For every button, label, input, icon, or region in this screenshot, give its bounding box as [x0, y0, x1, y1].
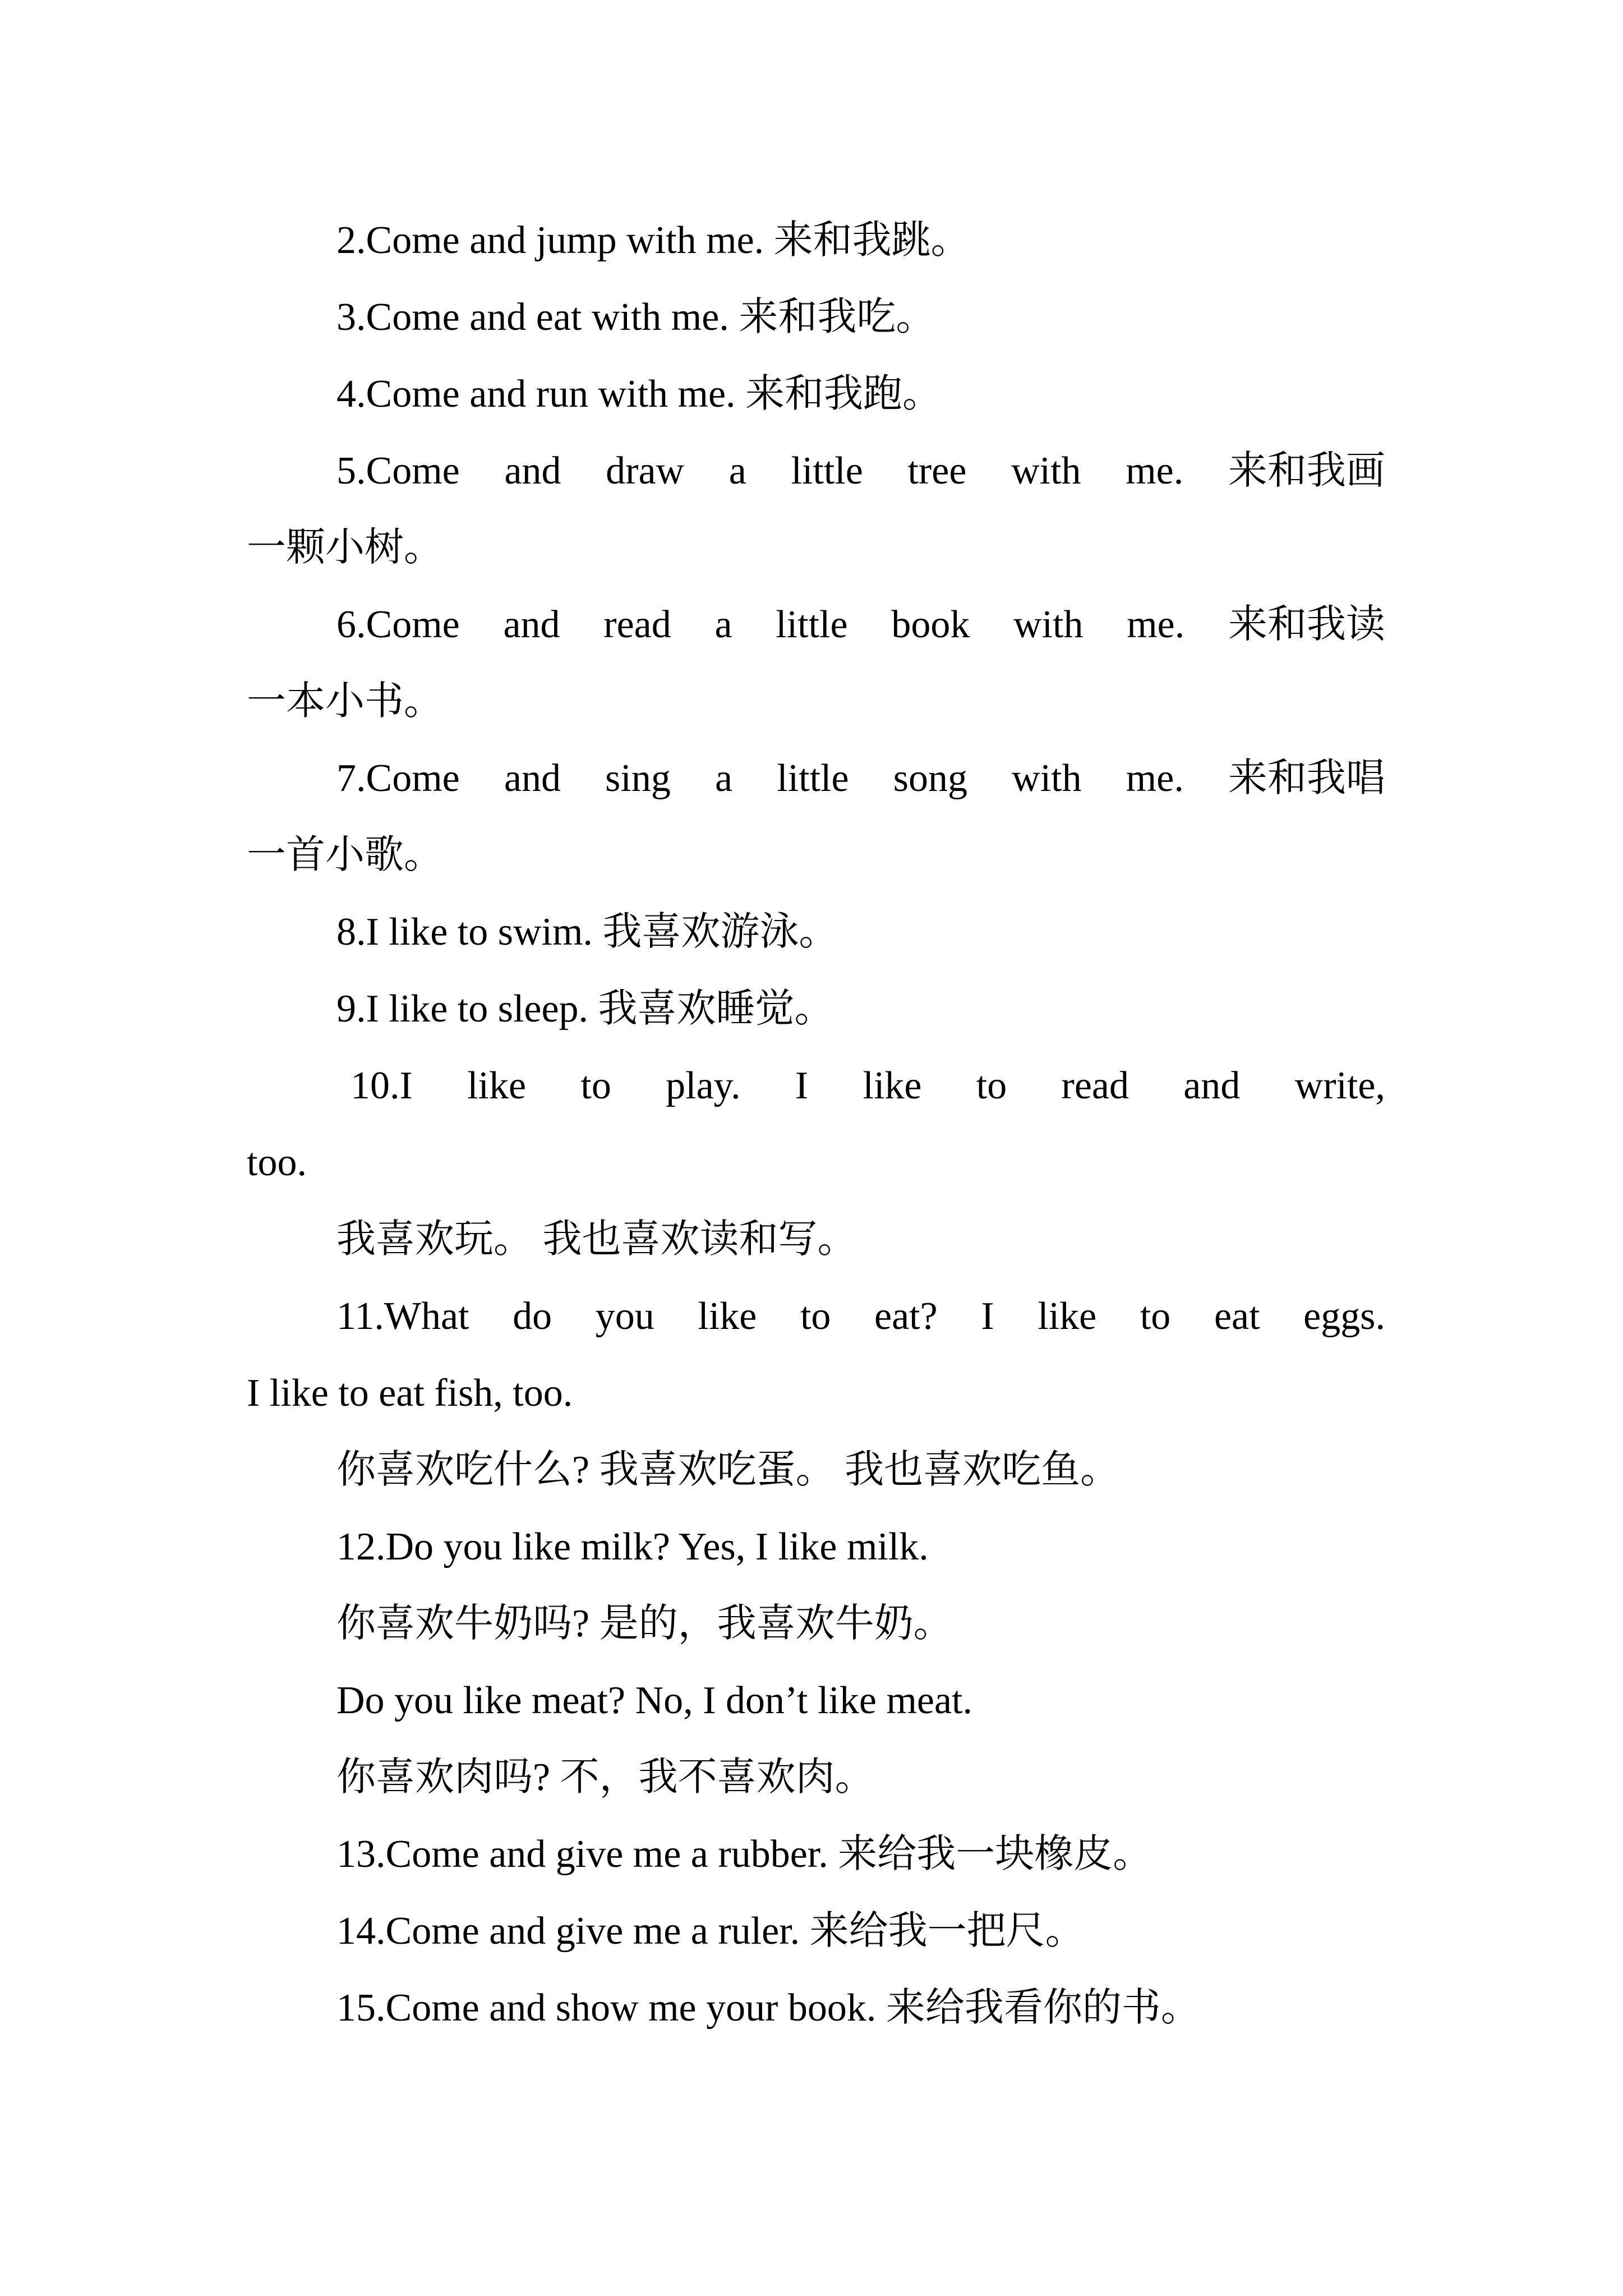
sentence-5: 5.Come and draw a little tree with me. 来和我画: [336, 449, 1385, 493]
sentence-4: 4.Come and run with me. 来和我跑。: [336, 372, 942, 416]
sentence-11-cont: I like to eat fish, too.: [247, 1372, 573, 1415]
sentence-2: 2.Come and jump with me. 来和我跳。: [336, 219, 970, 262]
sentence-11-translation: 你喜欢吃什么? 我喜欢吃蛋。 我也喜欢吃鱼。: [336, 1448, 1120, 1492]
sentence-12: 12.Do you like milk? Yes, I like milk.: [336, 1525, 929, 1568]
sentence-15: 15.Come and show me your book. 来给我看你的书。: [336, 1986, 1200, 2030]
sentence-10: 10.I like to play. I like to read and write,: [351, 1064, 1385, 1107]
sentence-12-translation: 你喜欢牛奶吗? 是的，我喜欢牛奶。: [336, 1602, 953, 1645]
sentence-7: 7.Come and sing a little song with me. 来和我唱: [336, 757, 1385, 800]
sentence-14: 14.Come and give me a ruler. 来给我一把尺。: [336, 1910, 1085, 1953]
sentence-12b: Do you like meat? No, I don’t like meat.: [336, 1679, 972, 1722]
sentence-3: 3.Come and eat with me. 来和我吃。: [336, 296, 935, 339]
sentence-11: 11.What do you like to eat? I like to eat eggs.: [336, 1295, 1385, 1338]
sentence-6-cont: 一本小书。: [247, 680, 443, 723]
sentence-13: 13.Come and give me a rubber. 来给我一块橡皮。: [336, 1833, 1152, 1876]
sentence-10-translation: 我喜欢玩。 我也喜欢读和写。: [336, 1218, 857, 1261]
sentence-6: 6.Come and read a little book with me. 来和我读: [336, 603, 1385, 646]
sentence-8: 8.I like to swim. 我喜欢游泳。: [336, 910, 838, 954]
sentence-12b-translation: 你喜欢肉吗? 不，我不喜欢肉。: [336, 1756, 874, 1799]
document-body: [247, 202, 1385, 2046]
sentence-7-cont: 一首小歌。: [247, 834, 443, 877]
sentence-9: 9.I like to sleep. 我喜欢睡觉。: [336, 987, 834, 1030]
sentence-10-cont: too.: [247, 1141, 307, 1184]
sentence-5-cont: 一颗小树。: [247, 526, 443, 569]
